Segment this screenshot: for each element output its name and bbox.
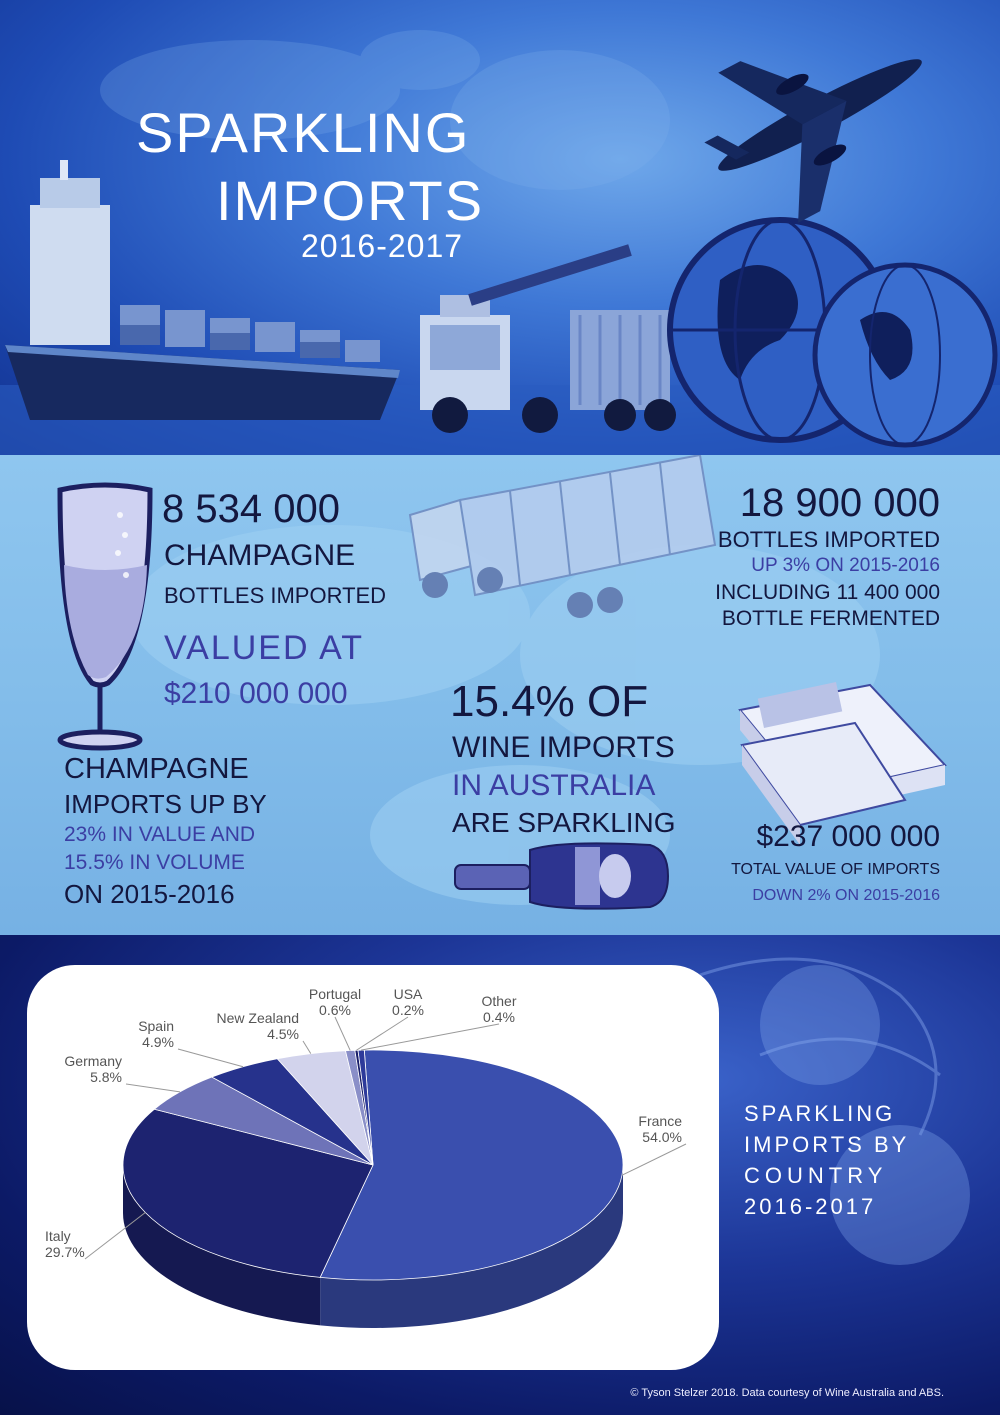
- share-line-2: WINE IMPORTS: [452, 731, 675, 764]
- champagne-growth-line-5: ON 2015-2016: [64, 879, 235, 909]
- country-section: [0, 935, 1000, 1415]
- pie-label-usa: USA: [393, 986, 423, 1002]
- leader-line-usa: [356, 1017, 408, 1050]
- credit-text: © Tyson Stelzer 2018. Data courtesy of Wine Australia and ABS.: [630, 1387, 944, 1399]
- champagne-growth-line-1: CHAMPAGNE: [64, 753, 249, 785]
- champagne-valued-at: VALUED AT: [164, 629, 365, 667]
- total-value-line-2: DOWN 2% ON 2015-2016: [752, 887, 940, 904]
- champagne-growth-line-2: IMPORTS UP BY: [64, 789, 267, 819]
- title-year: 2016-2017: [301, 228, 464, 264]
- champagne-label: CHAMPAGNE: [164, 539, 356, 572]
- globe-icon: [670, 220, 995, 445]
- champagne-bottles-label: BOTTLES IMPORTED: [164, 583, 387, 608]
- side-title-line-4: 2016-2017: [744, 1194, 877, 1219]
- side-title-line-1: SPARKLING: [744, 1101, 896, 1126]
- pie-value-new_zealand: 4.5%: [267, 1026, 299, 1042]
- leader-line-germany: [126, 1084, 180, 1092]
- total-bottles-count: 18 900 000: [739, 481, 940, 525]
- champagne-value: $210 000 000: [164, 677, 348, 710]
- leader-line-spain: [178, 1049, 243, 1067]
- pie-label-italy: Italy: [45, 1228, 71, 1244]
- share-line-1: 15.4% OF: [450, 677, 649, 726]
- total-bottles-line-3: INCLUDING 11 400 000: [715, 581, 940, 604]
- title-line-1: SPARKLING: [136, 101, 471, 164]
- pie-value-spain: 4.9%: [142, 1034, 174, 1050]
- header-illustration: [0, 0, 1000, 455]
- leader-line-other: [361, 1024, 499, 1050]
- pie-label-other: Other: [481, 993, 517, 1009]
- leader-line-portugal: [335, 1017, 350, 1050]
- pie-value-germany: 5.8%: [90, 1069, 122, 1085]
- pie-value-usa: 0.2%: [392, 1002, 424, 1018]
- pie-label-new_zealand: New Zealand: [216, 1010, 299, 1026]
- chart-panel: [27, 965, 719, 1370]
- stats-section: [0, 455, 1000, 935]
- total-bottles-line-4: BOTTLE FERMENTED: [721, 607, 940, 630]
- container-truck-icon: [420, 250, 676, 433]
- champagne-bottles-count: 8 534 000: [162, 487, 340, 531]
- champagne-flute-icon: [60, 485, 150, 748]
- pie-value-france: 54.0%: [642, 1129, 682, 1145]
- side-title-line-3: COUNTRY: [744, 1163, 888, 1188]
- leader-line-france: [622, 1144, 686, 1175]
- leader-line-new_zealand: [303, 1041, 311, 1054]
- total-bottles-line-2: UP 3% ON 2015-2016: [751, 555, 940, 576]
- pie-label-spain: Spain: [138, 1018, 174, 1034]
- champagne-growth-line-4: 15.5% IN VOLUME: [64, 851, 245, 874]
- title-line-2: IMPORTS: [216, 169, 485, 232]
- total-bottles-line-1: BOTTLES IMPORTED: [717, 527, 940, 552]
- pie-chart: [27, 965, 719, 1370]
- pie-value-portugal: 0.6%: [319, 1002, 351, 1018]
- total-value: $237 000 000: [756, 820, 940, 853]
- pie-label-germany: Germany: [64, 1053, 122, 1069]
- pie-label-portugal: Portugal: [308, 986, 362, 1002]
- pie-value-other: 0.4%: [483, 1009, 515, 1025]
- champagne-growth-line-3: 23% IN VALUE AND: [64, 823, 256, 846]
- share-line-3: IN AUSTRALIA: [452, 769, 656, 802]
- airplane-icon: [679, 0, 962, 244]
- total-value-line-1: TOTAL VALUE OF IMPORTS: [731, 861, 940, 878]
- side-title-line-2: IMPORTS BY: [744, 1132, 910, 1157]
- header-banner: [0, 0, 1000, 455]
- share-line-4: ARE SPARKLING: [452, 807, 676, 838]
- pie-label-france: France: [638, 1113, 682, 1129]
- pie-value-italy: 29.7%: [45, 1244, 85, 1260]
